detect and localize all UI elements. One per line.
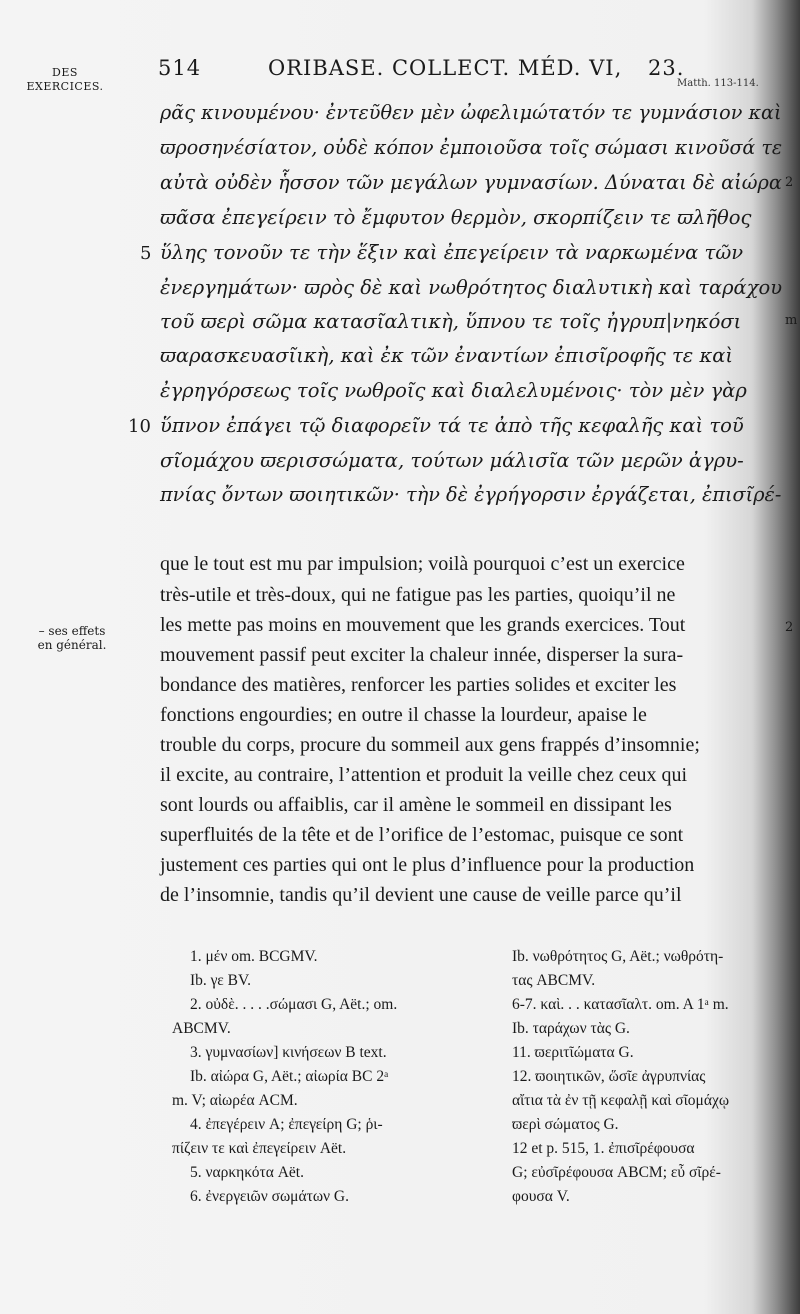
greek-line: ἐνεργημάτων· ϖρὸς δὲ καὶ νωθρότητος διαλυτικὴ καὶ ταράχου xyxy=(160,276,783,299)
footnote-left: Ib. γε BV. xyxy=(190,972,252,989)
greek-line: ϖροσηνέσίατον, οὐδὲ κόπον ἐμποιοῦσα τοῖς σώμασι κινοῦσά τε xyxy=(160,136,783,159)
footnote-right: τας ABCMV. xyxy=(512,972,596,989)
footnote-left: 3. γυμνασίων] κινήσεων B text. xyxy=(190,1044,387,1061)
footnote-left: m. V; αἰωρέα ACM. xyxy=(172,1092,298,1109)
french-line: superfluités de la tête et de l’orifice de l’estomac, puisque ce sont xyxy=(160,824,684,846)
french-line: mouvement passif peut exciter la chaleur innée, disperser la sura- xyxy=(160,644,684,666)
chapter-number: 23. xyxy=(648,56,685,80)
footnote-right: ϖερὶ σώματος G. xyxy=(512,1116,619,1133)
french-line: il excite, au contraire, l’attention et produit la veille chez ceux qui xyxy=(160,764,688,786)
running-header xyxy=(158,56,738,84)
french-line: justement ces parties qui ont le plus d’influence pour la production xyxy=(160,854,695,876)
right-margin-mark: 2 xyxy=(785,175,794,190)
greek-line: ὕλης τονοῦν τε τὴν ἕξιν καὶ ἐπεγείρειν τὰ ναρκωμένα τῶν xyxy=(160,241,744,264)
line-number: 10 xyxy=(128,416,151,437)
footnote-right: Ib. ταράχων τὰς G. xyxy=(512,1020,630,1037)
greek-line: ἐγρηγόρσεως τοῖς νωθροῖς καὶ διαλελυμένοις· τὸν μὲν γὰρ xyxy=(160,379,747,402)
french-line: très-utile et très-doux, qui ne fatigue pas les parties, quoiqu’il ne xyxy=(160,584,676,606)
greek-line: ὕπνον ἐπάγει τῷ διαφορεῖν τά τε ἀπὸ τῆς κεφαλῆς καὶ τοῦ xyxy=(160,414,744,437)
footnote-right: αἴτια τὰ ἐν τῇ κεφαλῇ καὶ σῖομάχῳ xyxy=(512,1092,730,1109)
footnote-left: Ib. αἰώρα G, Aët.; αἰωρία BC 2ᵃ xyxy=(190,1068,389,1085)
greek-line: ρᾶς κινουμένου· ἐντεῦθεν μὲν ὠφελιμώτατόν τε γυμνάσιον καὶ xyxy=(160,101,782,124)
footnote-right: 12 et p. 515, 1. ἐπισῖρέφουσα xyxy=(512,1140,695,1157)
footnote-left: ABCMV. xyxy=(172,1020,231,1037)
footnote-right: G; εὐσῖρέφουσα ABCM; εὖ σῖρέ- xyxy=(512,1164,721,1181)
french-line: de l’insomnie, tandis qu’il devient une cause de veille parce qu’il xyxy=(160,884,682,906)
footnote-right: Ib. νωθρότητος G, Aët.; νωθρότη- xyxy=(512,948,724,965)
footnote-left: 6. ἐνεργειῶν σωμάτων G. xyxy=(190,1188,349,1205)
footnote-right: 12. ϖοιητικῶν, ὥσῖε ἀγρυπνίας xyxy=(512,1068,706,1085)
footnote-right: φουσα V. xyxy=(512,1188,570,1205)
french-line: que le tout est mu par impulsion; voilà pourquoi c’est un exercice xyxy=(160,553,685,575)
french-line: sont lourds ou affaiblis, car il amène le sommeil en dissipant les xyxy=(160,794,672,816)
greek-line: αὐτὰ οὐδὲν ἧσσον τῶν μεγάλων γυμνασίων. Δύναται δὲ αἰώρα xyxy=(160,171,782,194)
footnote-left: 1. μέν om. BCGMV. xyxy=(190,948,318,965)
footnote-left: 4. ἐπεγέρειν A; ἐπεγείρη G; ῥι- xyxy=(190,1116,383,1133)
running-title: ORIBASE. COLLECT. MÉD. VI, xyxy=(268,56,623,80)
footnote-right: 11. ϖεριτῖώματα G. xyxy=(512,1044,634,1061)
footnote-right: 6-7. καὶ. . . κατασῖαλτ. om. A 1ᵃ m. xyxy=(512,996,729,1013)
greek-line: τοῦ ϖερὶ σῶμα κατασῖαλτικὴ, ὕπνου τε τοῖς ἠγρυπ|νηκόσι xyxy=(160,310,742,333)
french-line: trouble du corps, procure du sommeil aux gens frappés d’insomnie; xyxy=(160,734,700,756)
matthaei-reference: Matth. 113-114. xyxy=(677,78,759,89)
footnote-left: πίζειν τε καὶ ἐπεγείρειν Aët. xyxy=(172,1140,347,1157)
french-line: les mette pas moins en mouvement que les grands exercices. Tout xyxy=(160,614,686,636)
greek-line: ϖᾶσα ἐπεγείρειν τὸ ἔμφυτον θερμὸν, σκορπίζειν τε ϖλῆθος xyxy=(160,206,752,229)
page-number: 514 xyxy=(158,56,202,80)
greek-line: ϖαρασκευασῖικὴ, καὶ ἐκ τῶν ἐναντίων ἐπισῖροφῆς τε καὶ xyxy=(160,344,734,367)
line-number: 5 xyxy=(140,243,152,264)
margin-note-line2: en général. xyxy=(37,638,107,652)
greek-line: πνίας ὄντων ϖοιητικῶν· τὴν δὲ ἐγρήγορσιν ἐργάζεται, ἐπισῖρέ- xyxy=(160,483,782,506)
greek-line: σῖομάχου ϖερισσώματα, τούτων μάλισῖα τῶν μερῶν ἀγρυ- xyxy=(160,449,744,472)
french-line: bondance des matières, renforcer les parties solides et exciter les xyxy=(160,674,677,696)
footnote-left: 2. οὐδὲ. . . . .σώμασι G, Aët.; om. xyxy=(190,996,398,1013)
footnote-left: 5. ναρκηκότα Aët. xyxy=(190,1164,304,1181)
margin-note-line1: – ses effets xyxy=(38,624,106,638)
margin-section-title xyxy=(22,66,108,94)
margin-section-line2: EXERCICES. xyxy=(26,80,104,93)
french-line: fonctions engourdies; en outre il chasse la lourdeur, apaise le xyxy=(160,704,647,726)
right-margin-mark: m xyxy=(785,313,798,328)
right-margin-mark: 2 xyxy=(785,620,794,635)
margin-note-effects xyxy=(22,624,122,652)
margin-section-line1: DES xyxy=(52,66,78,79)
